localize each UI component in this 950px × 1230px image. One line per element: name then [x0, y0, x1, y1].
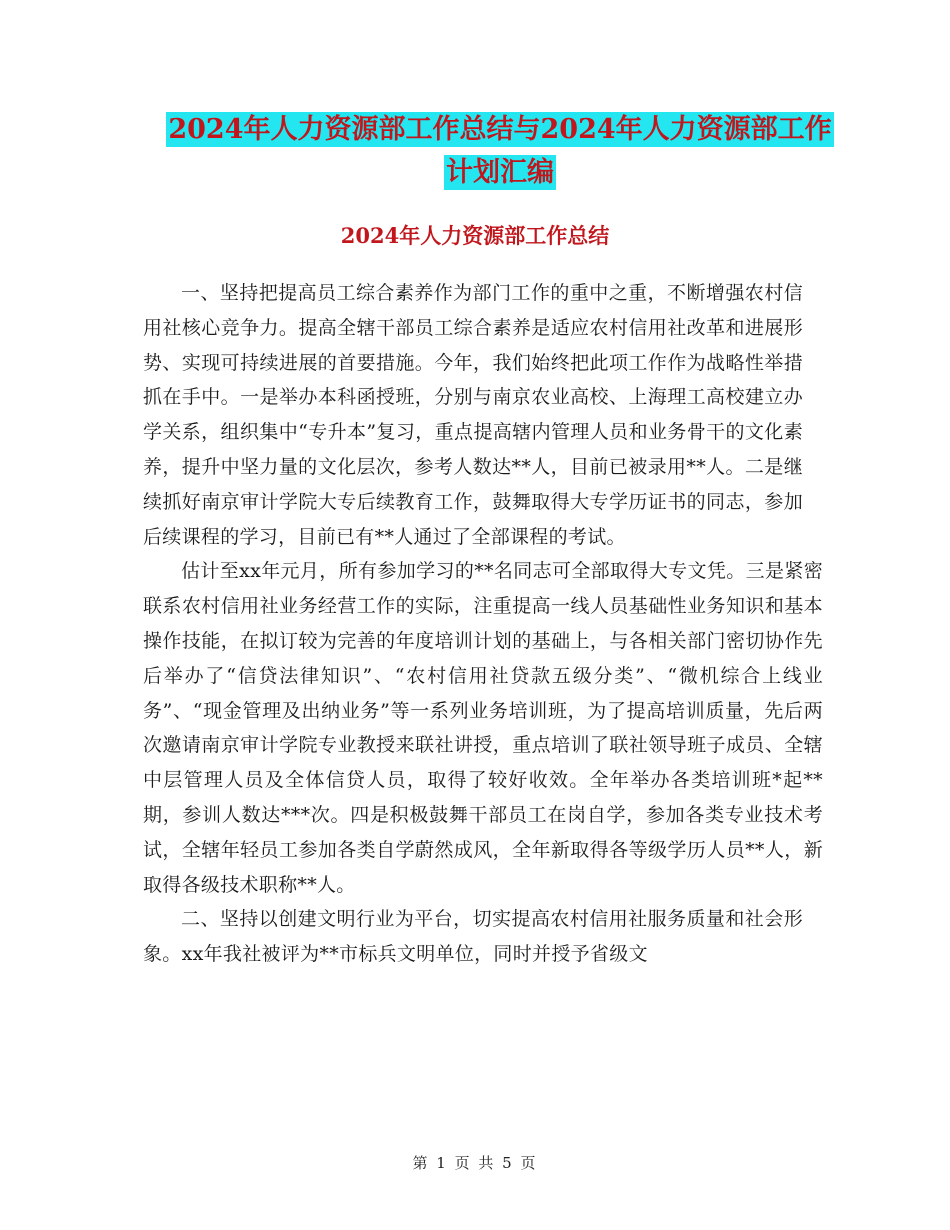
title-highlight-2: 计划汇编: [446, 157, 554, 188]
paragraph-1: 一、坚持把提高员工综合素养作为部门工作的重中之重，不断增强农村信用社核心竞争力。提高全辖干部员工综合素养是适应农村信用社改革和进展形势、实现可持续进展的首要措施。今年，我们始终把此项工作作为战略性举措抓在手中。一是举办本科函授班，分别与南京农业高校、上海理工高校建立办学关系，组织集中“专升本”复习，重点提高辖内管理人员和业务骨干的文化素养，提升中坚力量的文化层次，参考人数达**人，目前已被录用**人。二是继续抓好南京审计学院大专后续教育工作，鼓舞取得大专学历证书的同志，参加后续课程的学习，目前已有**人通过了全部课程的考试。: [143, 282, 803, 548]
document-title-line1: [100, 108, 900, 152]
section-title: 2024年人力资源部工作总结: [340, 223, 610, 248]
page-footer: 第 1 页 共 5 页: [412, 1154, 538, 1172]
title-highlight-1: 2024年人力资源部工作总结与2024年人力资源部工作: [168, 114, 832, 145]
paragraph-2: 估计至xx年元月，所有参加学习的**名同志可全部取得大专文凭。三是紧密联系农村信用社业务经营工作的实际，注重提高一线人员基础性业务知识和基本操作技能，在拟订较为完善的年度培训计划的基础上，与各相关部门密切协作先后举办了“信贷法律知识”、“农村信用社贷款五级分类”、“微机综合上线业务”、“现金管理及出纳业务”等一系列业务培训班，为了提高培训质量，先后两次邀请南京审计学院专业教授来联社讲授，重点培训了联社领导班子成员、全辖中层管理人员及全体信贷人员，取得了较好收效。全年举办各类培训班*起**期，参训人数达***次。四是积极鼓舞干部员工在岗自学，参加各类专业技术考试，全辖年轻员工参加各类自学蔚然成风，全年新取得各等级学历人员**人，新取得各级技术职称**人。: [143, 560, 823, 896]
document-title-line2: [100, 151, 900, 195]
document-body: [143, 276, 823, 972]
paragraph-3: 二、坚持以创建文明行业为平台，切实提高农村信用社服务质量和社会形象。xx年我社被评为**市标兵文明单位，同时并授予省级文: [143, 908, 803, 966]
